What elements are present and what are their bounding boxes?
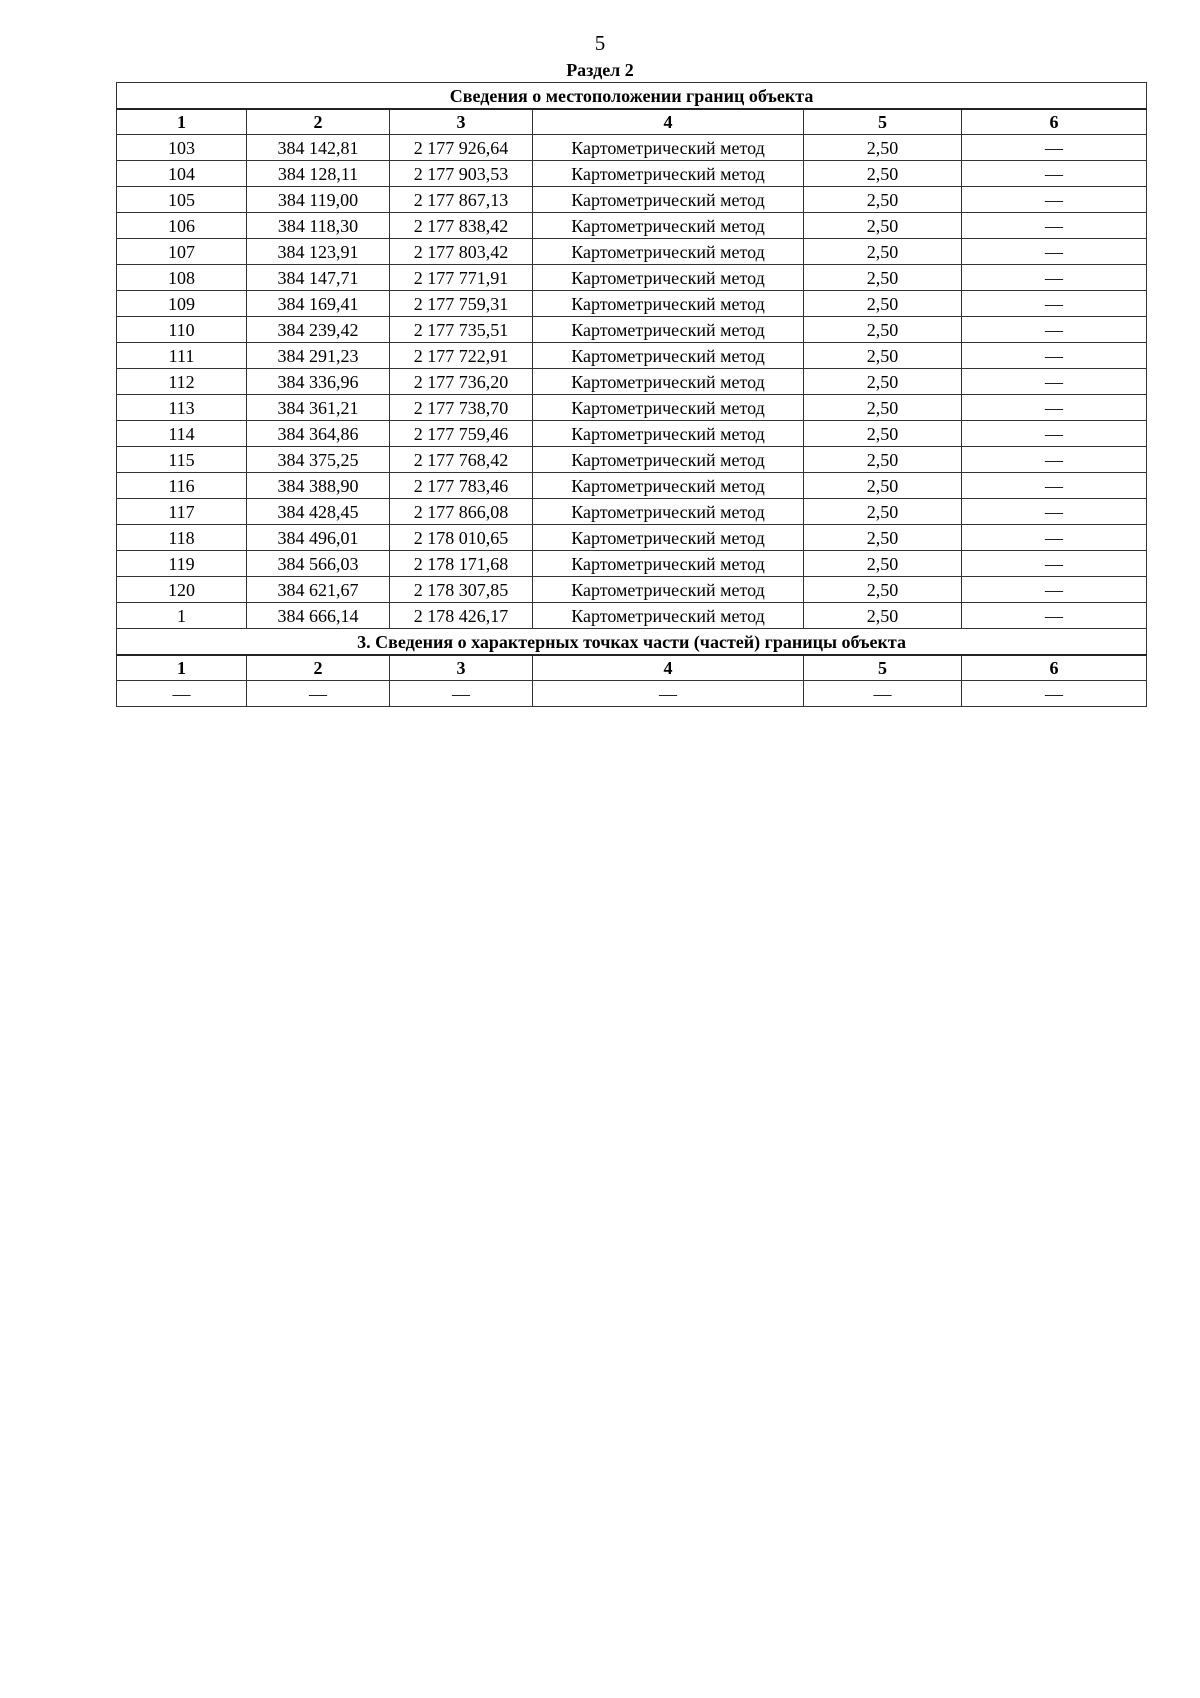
table-cell: 2,50 xyxy=(804,525,962,551)
table-cell: 2,50 xyxy=(804,213,962,239)
table-row xyxy=(117,213,1147,239)
table-cell: 384 364,86 xyxy=(247,421,390,447)
table-cell: — xyxy=(117,681,247,707)
table-cell: 384 119,00 xyxy=(247,187,390,213)
table-cell: — xyxy=(962,291,1147,317)
table-cell: 2,50 xyxy=(804,291,962,317)
table-cell: Картометрический метод xyxy=(533,603,804,629)
table-cell: — xyxy=(962,343,1147,369)
table-cell: 2,50 xyxy=(804,187,962,213)
table-cell: 2 177 736,20 xyxy=(390,369,533,395)
table-cell: — xyxy=(804,681,962,707)
table-cell: 115 xyxy=(117,447,247,473)
table-cell: 384 147,71 xyxy=(247,265,390,291)
table-cell: 112 xyxy=(117,369,247,395)
table-cell: 384 388,90 xyxy=(247,473,390,499)
table-cell: 2,50 xyxy=(804,265,962,291)
table-cell: 2,50 xyxy=(804,603,962,629)
page-number: 5 xyxy=(594,31,606,55)
column-header: 3 xyxy=(390,655,533,681)
table-cell: — xyxy=(962,187,1147,213)
table-cell: 2,50 xyxy=(804,239,962,265)
table-cell: 104 xyxy=(117,161,247,187)
table-cell: 2 177 926,64 xyxy=(390,135,533,161)
table-row xyxy=(117,681,1147,707)
boundary-table xyxy=(116,82,1147,707)
table-cell: 2,50 xyxy=(804,317,962,343)
table-cell: 2 177 838,42 xyxy=(390,213,533,239)
table-cell: Картометрический метод xyxy=(533,421,804,447)
table-cell: 384 428,45 xyxy=(247,499,390,525)
table-cell: — xyxy=(247,681,390,707)
table-cell: 384 118,30 xyxy=(247,213,390,239)
table-row xyxy=(117,577,1147,603)
column-header: 2 xyxy=(247,109,390,135)
table-cell: 2 177 738,70 xyxy=(390,395,533,421)
table-cell: 384 496,01 xyxy=(247,525,390,551)
table-cell: 384 621,67 xyxy=(247,577,390,603)
table-cell: Картометрический метод xyxy=(533,213,804,239)
table-cell: 384 291,23 xyxy=(247,343,390,369)
column-header: 6 xyxy=(962,109,1147,135)
table-cell: — xyxy=(533,681,804,707)
table-cell: 2 177 903,53 xyxy=(390,161,533,187)
table-row xyxy=(117,291,1147,317)
table-cell: 2,50 xyxy=(804,473,962,499)
table-cell: — xyxy=(962,577,1147,603)
table-cell: — xyxy=(962,473,1147,499)
table-row xyxy=(117,239,1147,265)
table-row xyxy=(117,369,1147,395)
table-cell: 110 xyxy=(117,317,247,343)
table-cell: 103 xyxy=(117,135,247,161)
table-cell: 2 178 426,17 xyxy=(390,603,533,629)
table-cell: 118 xyxy=(117,525,247,551)
column-header: 6 xyxy=(962,655,1147,681)
table-cell: — xyxy=(962,499,1147,525)
table-cell: 2,50 xyxy=(804,369,962,395)
table-cell: Картометрический метод xyxy=(533,265,804,291)
table-cell: 113 xyxy=(117,395,247,421)
table-cell: Картометрический метод xyxy=(533,395,804,421)
table-cell: 384 128,11 xyxy=(247,161,390,187)
table-cell: 2,50 xyxy=(804,161,962,187)
table-row xyxy=(117,551,1147,577)
table-cell: 384 361,21 xyxy=(247,395,390,421)
boundary-location-caption-row xyxy=(117,83,1147,110)
table-cell: — xyxy=(962,265,1147,291)
table-cell: 2 177 867,13 xyxy=(390,187,533,213)
table-cell: 384 666,14 xyxy=(247,603,390,629)
table-cell: — xyxy=(962,161,1147,187)
table-cell: Картометрический метод xyxy=(533,577,804,603)
column-header: 2 xyxy=(247,655,390,681)
table-cell: 2 177 735,51 xyxy=(390,317,533,343)
table-cell: 2,50 xyxy=(804,135,962,161)
table-cell: Картометрический метод xyxy=(533,239,804,265)
column-header: 1 xyxy=(117,109,247,135)
column-header: 4 xyxy=(533,109,804,135)
table-cell: — xyxy=(962,603,1147,629)
table-row xyxy=(117,135,1147,161)
column-header: 1 xyxy=(117,655,247,681)
boundary-location-header-row xyxy=(117,109,1147,135)
table-cell: 2 178 171,68 xyxy=(390,551,533,577)
table-cell: 384 239,42 xyxy=(247,317,390,343)
boundary-parts-caption-row xyxy=(117,629,1147,656)
table-cell: 117 xyxy=(117,499,247,525)
table-cell: 119 xyxy=(117,551,247,577)
boundary-parts-caption: 3. Сведения о характерных точках части (частей) границы объекта xyxy=(117,629,1147,656)
table-cell: — xyxy=(962,681,1147,707)
table-cell: Картометрический метод xyxy=(533,499,804,525)
table-row xyxy=(117,603,1147,629)
table-cell: 114 xyxy=(117,421,247,447)
table-cell: 2 177 759,46 xyxy=(390,421,533,447)
table-cell: — xyxy=(962,213,1147,239)
table-cell: 1 xyxy=(117,603,247,629)
table-cell: 2,50 xyxy=(804,551,962,577)
table-row xyxy=(117,421,1147,447)
table-cell: Картометрический метод xyxy=(533,187,804,213)
table-cell: Картометрический метод xyxy=(533,369,804,395)
table-cell: Картометрический метод xyxy=(533,135,804,161)
table-cell: Картометрический метод xyxy=(533,291,804,317)
table-cell: 106 xyxy=(117,213,247,239)
table-cell: — xyxy=(962,447,1147,473)
table-cell: — xyxy=(962,239,1147,265)
table-cell: 2,50 xyxy=(804,577,962,603)
table-row xyxy=(117,447,1147,473)
table-cell: 2 177 866,08 xyxy=(390,499,533,525)
table-cell: 107 xyxy=(117,239,247,265)
table-cell: 2 177 783,46 xyxy=(390,473,533,499)
table-cell: — xyxy=(390,681,533,707)
table-cell: 116 xyxy=(117,473,247,499)
table-row xyxy=(117,317,1147,343)
table-cell: — xyxy=(962,525,1147,551)
table-cell: 109 xyxy=(117,291,247,317)
table-cell: — xyxy=(962,135,1147,161)
table-cell: Картометрический метод xyxy=(533,473,804,499)
column-header: 5 xyxy=(804,109,962,135)
table-cell: — xyxy=(962,317,1147,343)
table-cell: — xyxy=(962,421,1147,447)
table-row xyxy=(117,161,1147,187)
table-cell: 384 566,03 xyxy=(247,551,390,577)
table-cell: 2,50 xyxy=(804,421,962,447)
table-cell: Картометрический метод xyxy=(533,161,804,187)
table-cell: 105 xyxy=(117,187,247,213)
table-row xyxy=(117,343,1147,369)
table-cell: — xyxy=(962,395,1147,421)
table-row xyxy=(117,265,1147,291)
table-cell: 2,50 xyxy=(804,499,962,525)
column-header: 3 xyxy=(390,109,533,135)
boundary-parts-header-row xyxy=(117,655,1147,681)
column-header: 5 xyxy=(804,655,962,681)
table-row xyxy=(117,499,1147,525)
table-cell: 2 177 759,31 xyxy=(390,291,533,317)
table-cell: Картометрический метод xyxy=(533,551,804,577)
table-cell: 2 177 722,91 xyxy=(390,343,533,369)
table-cell: Картометрический метод xyxy=(533,343,804,369)
table-cell: 2,50 xyxy=(804,447,962,473)
table-row xyxy=(117,187,1147,213)
table-cell: Картометрический метод xyxy=(533,317,804,343)
table-cell: — xyxy=(962,369,1147,395)
table-cell: 384 375,25 xyxy=(247,447,390,473)
table-cell: 108 xyxy=(117,265,247,291)
table-body xyxy=(117,83,1147,707)
table-cell: 2 177 768,42 xyxy=(390,447,533,473)
table-cell: 2,50 xyxy=(804,343,962,369)
table-cell: 111 xyxy=(117,343,247,369)
table-cell: 2 177 771,91 xyxy=(390,265,533,291)
table-cell: 2 178 010,65 xyxy=(390,525,533,551)
table-cell: 2,50 xyxy=(804,395,962,421)
section-title: Раздел 2 xyxy=(566,60,634,80)
table-row xyxy=(117,525,1147,551)
table-cell: Картометрический метод xyxy=(533,447,804,473)
boundary-location-caption: Сведения о местоположении границ объекта xyxy=(117,83,1147,110)
table-cell: 2 178 307,85 xyxy=(390,577,533,603)
table-cell: 384 142,81 xyxy=(247,135,390,161)
table-cell: 384 169,41 xyxy=(247,291,390,317)
table-row xyxy=(117,395,1147,421)
table-cell: — xyxy=(962,551,1147,577)
table-cell: 2 177 803,42 xyxy=(390,239,533,265)
table-row xyxy=(117,473,1147,499)
column-header: 4 xyxy=(533,655,804,681)
table-cell: 384 123,91 xyxy=(247,239,390,265)
table-cell: 120 xyxy=(117,577,247,603)
table-cell: Картометрический метод xyxy=(533,525,804,551)
table-cell: 384 336,96 xyxy=(247,369,390,395)
